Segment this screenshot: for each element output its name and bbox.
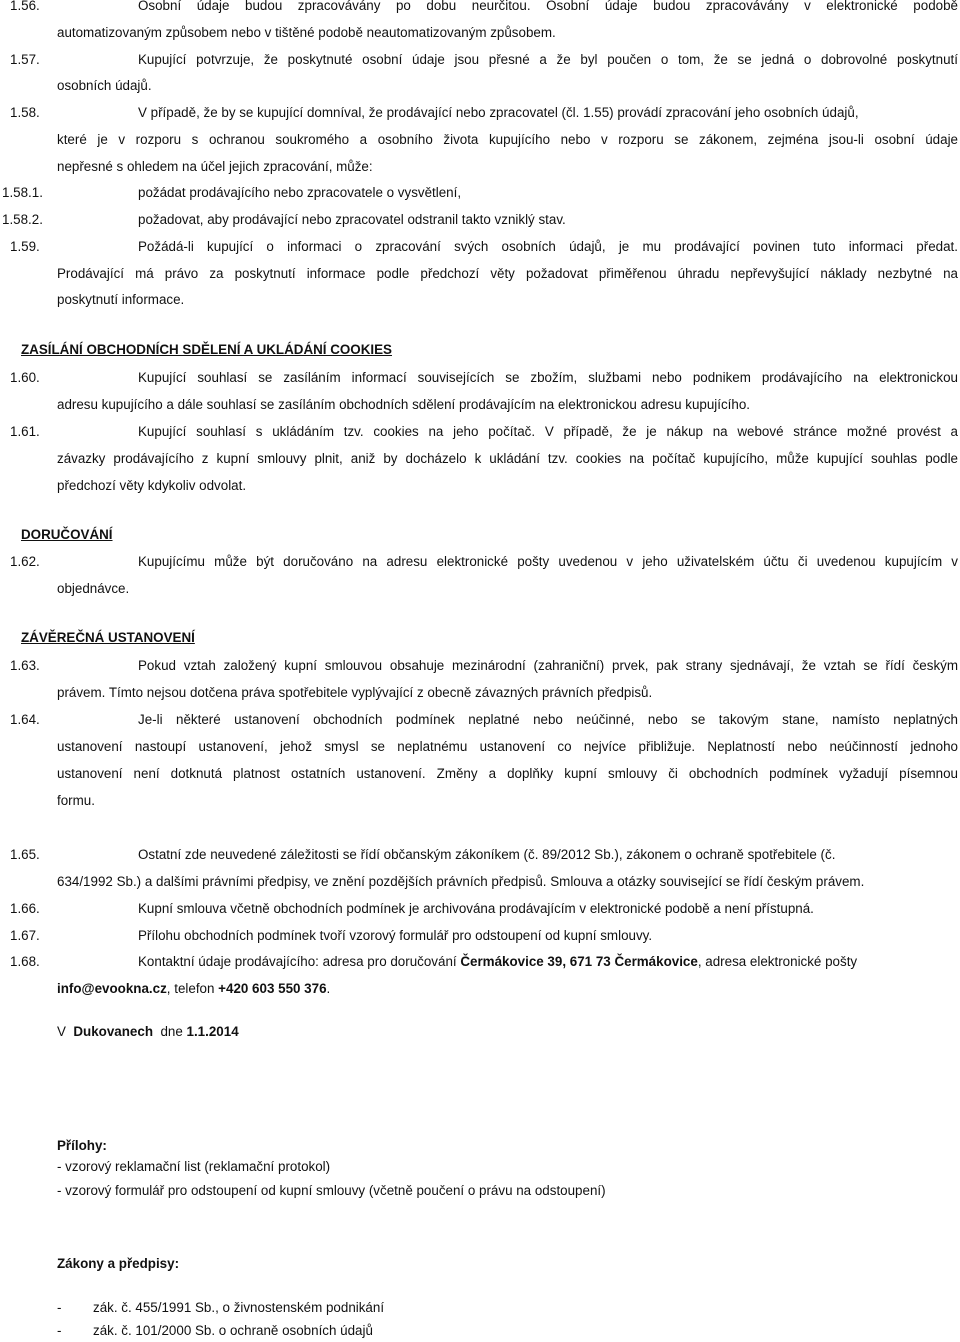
attachment-item: - vzorový reklamační list (reklamační protokol) xyxy=(57,1159,331,1174)
clause-text: Kupující potvrzuje, že poskytnuté osobní údaje jsou přesné a že byl poučen o tom, že se jedná o dobrovolné poskytnutí xyxy=(138,52,958,67)
clause-number: 1.67. xyxy=(10,928,40,943)
section-heading: DORUČOVÁNÍ xyxy=(21,527,113,542)
clause-text: automatizovaným způsobem nebo v tištěné podobě neautomatizovaným způsobem. xyxy=(57,25,556,40)
clause-number: 1.60. xyxy=(10,370,40,385)
law-dash: - xyxy=(57,1300,62,1315)
clause-text: Ostatní zde neuvedené záležitosti se řídí občanským zákoníkem (č. 89/2012 Sb.), zákonem o ochraně spotřebitele (č. xyxy=(138,847,836,862)
section-heading: ZASÍLÁNÍ OBCHODNÍCH SDĚLENÍ A UKLÁDÁNÍ COOKIES xyxy=(21,342,392,357)
clause-text: Požádá-li kupující o informaci o zpracování svých osobních údajů, je mu prodávající povinen tuto informaci předat. xyxy=(138,239,958,254)
law-dash: - xyxy=(57,1323,62,1338)
clause-text: nepřesné s ohledem na účel jejich zpracování, může: xyxy=(57,159,373,174)
law-item: zák. č. 101/2000 Sb. o ochraně osobních údajů xyxy=(93,1323,373,1338)
clause-text: Kupujícímu může být doručováno na adresu elektronické pošty uvedenou v jeho uživatelském účtu či uvedenou kupujícím v xyxy=(138,554,958,569)
contact-label: Kontaktní údaje prodávajícího: adresa pro doručování xyxy=(138,954,461,969)
attachments-title: Přílohy: xyxy=(57,1138,107,1153)
clause-number: 1.58. xyxy=(10,105,40,120)
place-town: Dukovanech xyxy=(73,1024,153,1039)
contact-label: , telefon xyxy=(166,981,219,996)
clause-number: 1.58.1. xyxy=(2,185,43,200)
clause-text: 634/1992 Sb.) a dalšími právními předpisy, ve znění pozdějších právních předpisů. Smlouva a otázky související se řídí českým právem. xyxy=(57,874,865,889)
clause-number: 1.62. xyxy=(10,554,40,569)
clause-text: Pokud vztah založený kupní smlouvou obsahuje mezinárodní (zahraniční) prvek, pak strany sjednávají, že vztah se řídí českým xyxy=(138,658,958,673)
clause-text: poskytnutí informace. xyxy=(57,292,185,307)
place-date xyxy=(57,1023,239,1041)
clause-number: 1.64. xyxy=(10,712,40,727)
clause-text: formu. xyxy=(57,793,95,808)
clause-text: adresu kupujícího a dále souhlasí se zasíláním obchodních sdělení prodávajícím na elektronickou adresu kupujícího. xyxy=(57,397,751,412)
clause-text: ustanovení není dotknutá platnost ostatních ustanovení. Změny a doplňky kupní smlouvy či obchodních podmínek vyžadují písemnou xyxy=(57,766,958,781)
clause-text: Kupující souhlasí s ukládáním tzv. cookies na jeho počítač. V případě, že je nákup na webové stránce možné provést a xyxy=(138,424,958,439)
clause-text: ustanovení nastoupí ustanovení, jehož smysl se neplatnému ustanovení co nejvíce přibližuje. Neplatností nebo neúčinností jednoho xyxy=(57,739,958,754)
clause-text: Prodávající má právo za poskytnutí informace podle předchozí věty požadovat přiměřenou úhradu nepřevyšující náklady nezbytné na xyxy=(57,266,958,281)
clause-text: předchozí věty kdykoliv odvolat. xyxy=(57,478,247,493)
email-address[interactable]: info@evookna.cz xyxy=(57,981,167,996)
clause-text: osobních údajů. xyxy=(57,78,152,93)
attachment-item: - vzorový formulář pro odstoupení od kupní smlouvy (včetně poučení o právu na odstoupení) xyxy=(57,1183,606,1198)
clause-text: Přílohu obchodních podmínek tvoří vzorový formulář pro odstoupení od kupní smlouvy. xyxy=(138,928,653,943)
place-prefix: V xyxy=(57,1024,74,1039)
contact-line xyxy=(138,953,857,971)
document-date: 1.1.2014 xyxy=(186,1024,239,1039)
clause-number: 1.68. xyxy=(10,954,40,969)
clause-text: Kupující souhlasí se zasíláním informací souvisejících se zbožím, službami nebo podnikem prodávajícího na elektronickou xyxy=(138,370,958,385)
clause-number: 1.65. xyxy=(10,847,40,862)
contact-label: . xyxy=(326,981,331,996)
clause-number: 1.56. xyxy=(10,0,40,13)
contact-line xyxy=(57,980,330,998)
clause-number: 1.61. xyxy=(10,424,40,439)
clause-text: Je-li některé ustanovení obchodních podmínek neplatné nebo neúčinné, nebo se takovým stane, namísto neplatných xyxy=(138,712,958,727)
clause-text: požadovat, aby prodávající nebo zpracovatel odstranil takto vzniklý stav. xyxy=(138,212,566,227)
laws-title: Zákony a předpisy: xyxy=(57,1256,180,1271)
contact-label: , adresa elektronické pošty xyxy=(697,954,858,969)
clause-number: 1.58.2. xyxy=(2,212,43,227)
clause-number: 1.57. xyxy=(10,52,40,67)
clause-text: které je v rozporu s ochranou soukromého a osobního života kupujícího nebo v rozporu se zákonem, zejména jsou-li osobní údaje xyxy=(57,132,958,147)
clause-number: 1.63. xyxy=(10,658,40,673)
clause-text: závazky prodávajícího z kupní smlouvy plnit, aniž by docházelo k ukládání tzv. cookies na počítač kupujícího, může kupující souhlas podle xyxy=(57,451,958,466)
section-heading: ZÁVĚREČNÁ USTANOVENÍ xyxy=(21,630,195,645)
clause-text: Osobní údaje budou zpracovávány po dobu neurčitou. Osobní údaje budou zpracovávány v elektronické podobě xyxy=(138,0,958,13)
phone-number: +420 603 550 376 xyxy=(218,981,327,996)
clause-text: V případě, že by se kupující domníval, že prodávající nebo zpracovatel (čl. 1.55) provádí zpracování jeho osobních údajů, xyxy=(138,105,859,120)
clause-text: Kupní smlouva včetně obchodních podmínek je archivována prodávajícím v elektronické podobě a není přístupná. xyxy=(138,901,814,916)
clause-text: právem. Tímto nejsou dotčena práva spotřebitele vyplývající z obecně závazných právních předpisů. xyxy=(57,685,653,700)
delivery-address: Čermákovice 39, 671 73 Čermákovice xyxy=(460,954,698,969)
clause-text: objednávce. xyxy=(57,581,130,596)
clause-text: požádat prodávajícího nebo zpracovatele o vysvětlení, xyxy=(138,185,462,200)
date-prefix: dne xyxy=(153,1024,187,1039)
law-item: zák. č. 455/1991 Sb., o živnostenském podnikání xyxy=(93,1300,385,1315)
clause-number: 1.59. xyxy=(10,239,40,254)
clause-number: 1.66. xyxy=(10,901,40,916)
